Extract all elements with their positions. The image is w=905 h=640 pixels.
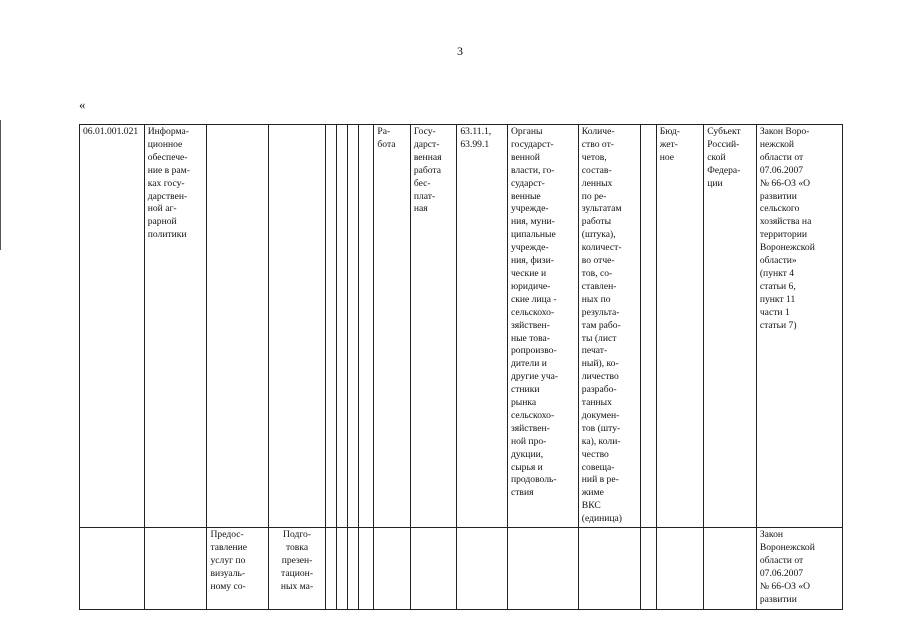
empty-cell: [80, 528, 145, 610]
service-name-cell: Информа- ционное обеспече- ние в рам- ках госу- дарствен- ной аг- рарной политики: [144, 125, 207, 528]
institution-type-cell: Бюд- жет- ное: [656, 125, 704, 528]
empty-cell: [336, 528, 347, 610]
empty-cell: [336, 125, 347, 528]
empty-cell: [359, 528, 374, 610]
legal-basis-cell: Закон Воро- нежской области от 07.06.2007 № 66-ОЗ «О развитии сельского хозяйства на территории Воронежской области» (пункт 4 статьи 6, пункт 11 части 1 статьи 7): [756, 125, 842, 528]
empty-cell: [348, 125, 359, 528]
empty-cell: [359, 125, 374, 528]
empty-cell: [325, 125, 336, 528]
empty-cell: [325, 528, 336, 610]
table-row: [80, 528, 843, 610]
consumers-cell: Органы государст- венной власти, го- сударст- венные учрежде- ния, муни- ципальные учрежде- ния, физи- ческие и юридиче- ские лица - сельскохо- зяйствен- ные това- ропроизво- дители и другие уча- стники рынка сельскохо- зяйствен- ной про- дукции, сырья и продоволь- ствия: [507, 125, 578, 528]
payment-type-cell: Госу- дарст- венная работа бес- плат- ная: [410, 125, 457, 528]
empty-cell: [578, 528, 640, 610]
service-content-cell: [207, 125, 269, 528]
empty-cell: [457, 528, 508, 610]
empty-cell: [640, 125, 656, 528]
empty-cell: [704, 528, 757, 610]
indicators-cell: Количе- ство от- четов, состав- ленных по ре- зультатам работы (штука), количест- во отче- тов, со- ставлен- ных по результа- там рабо- ты (лист печат- ный), ко- личество разрабо- танных докумен- тов (шту- ка), коли- чество совеща- ний в ре- жиме ВКС (единица): [578, 125, 640, 528]
registry-code-cell: 06.01.001.021: [80, 125, 145, 528]
legal-basis-cell: Закон Воронежской области от 07.06.2007 № 66-ОЗ «О развитии: [756, 528, 842, 610]
table-row: [80, 125, 843, 528]
service-content-cell: Предос- тавление услуг по визуаль- ному со-: [207, 528, 269, 610]
service-content-2-cell: Подго- товка презен- тацион- ных ма-: [269, 528, 326, 610]
authority-cell: Субъект Россий- ской Федера- ции: [704, 125, 757, 528]
empty-cell: [410, 528, 457, 610]
empty-cell: [656, 528, 704, 610]
margin-line: [0, 120, 1, 250]
empty-cell: [374, 528, 410, 610]
services-register-table: [79, 124, 843, 610]
empty-cell: [507, 528, 578, 610]
opening-quote: «: [79, 97, 86, 112]
page-number: 3: [457, 44, 463, 58]
empty-cell: [640, 528, 656, 610]
empty-cell: [348, 528, 359, 610]
service-content-2-cell: [269, 125, 326, 528]
empty-cell: [144, 528, 207, 610]
okved-cell: 63.11.1, 63.99.1: [457, 125, 508, 528]
work-type-cell: Ра- бота: [374, 125, 410, 528]
